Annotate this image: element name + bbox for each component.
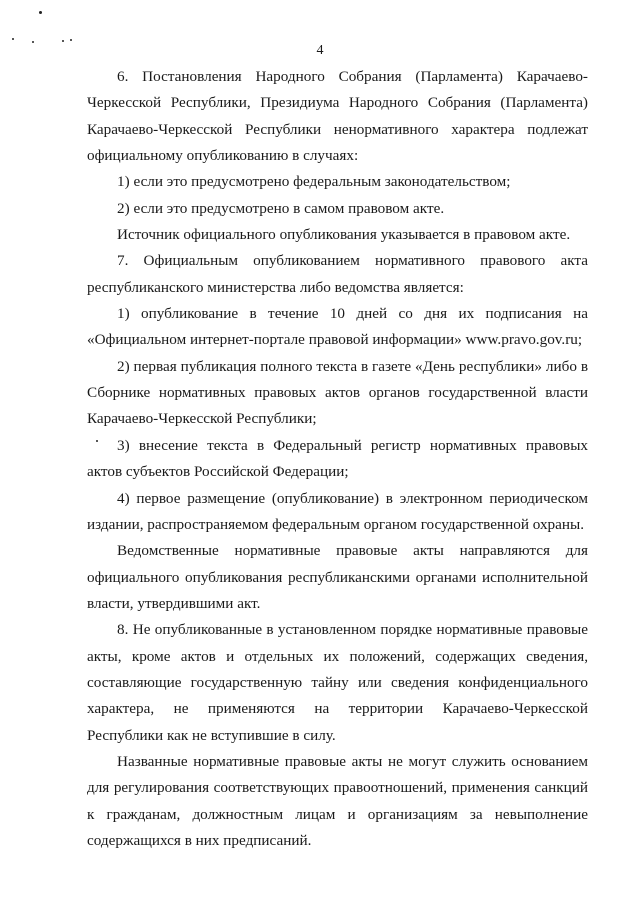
list-item-electronic-edition: 4) первое размещение (опубликование) в электронном периодическом издании, распространяемом федеральным органом государственной охраны. [87,489,588,533]
scan-speck [12,38,14,40]
list-item-federal-law: 1) если это предусмотрено федеральным законодательством; [117,173,511,191]
list-item-legal-act: 2) если это предусмотрено в самом правовом акте. [117,199,445,217]
paragraph-7-official-publication: 7. Официальным опубликованием нормативного правового акта республиканского министерства либо ведомства является: [87,252,588,296]
paragraph-6-resolutions: 6. Постановления Народного Собрания (Парламента) Карачаево-Черкесской Республики, Президиума Народного Собрания (Парламента) Карачаево-Черкесской Республики ненормативного характера подлежат официальному опубликованию в случаях: [87,68,588,165]
scan-speck [70,39,72,41]
list-item-internet-portal: 1) опубликование в течение 10 дней со дня их подписания на «Официальном интернет-портале правовой информации» www.pravo.gov.ru; [87,305,588,349]
paragraph-8-unpublished-acts: 8. Не опубликованные в установленном порядке нормативные правовые акты, кроме актов и отдельных их положений, содержащих сведения, составляющие государственную тайну или сведения конфиденциального характера, не применяются на территории Карачаево-Черкесской Республики как не вступившие в силу. [87,621,588,744]
document-body [87,64,588,854]
page-number: 4 [316,43,324,58]
paragraph-consequences: Названные нормативные правовые акты не могут служить основанием для регулирования соответствующих правоотношений, применения санкций к гражданам, должностным лицам и организациям за невыполнение содержащихся в них предписаний. [87,752,588,849]
list-item-newspaper: 2) первая публикация полного текста в газете «День республики» либо в Сборнике нормативных правовых актов органов государственной власти Карачаево-Черкесской Республики; [87,357,588,428]
paragraph-departmental-acts: Ведомственные нормативные правовые акты направляются для официального опубликования республиканскими органами исполнительной власти, утвердившими акт. [87,542,588,612]
scan-speck [62,40,64,42]
list-item-federal-register: 3) внесение текста в Федеральный регистр нормативных правовых актов субъектов Российской Федерации; [87,436,588,481]
paragraph-source: Источник официального опубликования указывается в правовом акте. [117,226,571,244]
scan-speck [39,11,42,14]
